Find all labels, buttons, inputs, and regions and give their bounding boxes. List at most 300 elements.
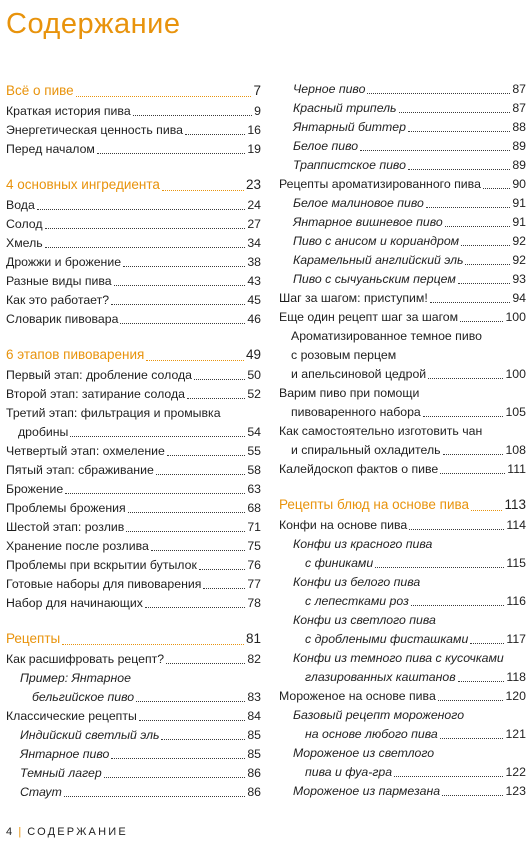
- toc-entry[interactable]: [6, 140, 261, 159]
- toc-entry-title: Конфи из белого пива: [293, 575, 421, 589]
- section-title: Всё о пиве: [6, 83, 74, 98]
- page-number: 81: [245, 631, 261, 646]
- toc-entry-title: Белое пиво: [293, 139, 359, 153]
- toc-entry-row: [6, 480, 261, 499]
- toc-entry-row: [279, 175, 526, 194]
- dot-leader: [409, 529, 504, 530]
- page-number: 115: [506, 556, 526, 570]
- page-number: 114: [506, 518, 526, 532]
- page-number: 93: [512, 272, 526, 286]
- toc-entry-continuation: с лепестками роз: [305, 594, 409, 608]
- toc-entry-title: Проблемы при вскрытии бутылок: [6, 558, 197, 572]
- page-number: 92: [512, 234, 526, 248]
- section-title: Рецепты блюд на основе пива: [279, 497, 470, 512]
- dot-leader: [423, 416, 504, 417]
- page-number: 50: [247, 368, 261, 382]
- section-gap: [6, 329, 261, 344]
- toc-entry-row: [279, 668, 526, 687]
- dot-leader: [70, 436, 245, 437]
- toc-entry-row: [6, 442, 261, 461]
- dot-leader: [399, 112, 511, 113]
- page-number: 86: [247, 785, 261, 799]
- page-number: 78: [247, 596, 261, 610]
- toc-section[interactable]: [6, 80, 261, 102]
- toc-entry-row: [279, 630, 526, 649]
- page-number: 100: [505, 310, 526, 324]
- running-header: СОДЕРЖАНИЕ: [27, 826, 128, 838]
- toc-entry[interactable]: [6, 442, 261, 461]
- toc-entry-continuation: глазированных каштанов: [305, 670, 456, 684]
- dot-leader: [104, 777, 246, 778]
- toc-entry-title: Вода: [6, 198, 35, 212]
- toc-entry-title: Шестой этап: розлив: [6, 520, 125, 534]
- toc-entry[interactable]: [279, 744, 526, 782]
- toc-entry[interactable]: [6, 291, 261, 310]
- toc-entry[interactable]: [6, 461, 261, 480]
- dot-leader: [37, 209, 246, 210]
- toc-entry[interactable]: [6, 518, 261, 537]
- dot-leader: [145, 607, 245, 608]
- page-number: 63: [247, 482, 261, 496]
- toc-entry-title: Как самостоятельно изготовить чан: [279, 424, 483, 438]
- toc-entry-line: Ароматизированное темное пиво: [291, 329, 482, 343]
- toc-entry-row: [6, 174, 261, 196]
- toc-entry-title: Белое малиновое пиво: [293, 196, 424, 210]
- page-number: 9: [254, 104, 261, 118]
- dot-leader: [97, 153, 245, 154]
- dot-leader: [194, 379, 245, 380]
- toc-section[interactable]: [279, 494, 526, 516]
- section-gap: [279, 479, 526, 494]
- toc-entry-title: Мороженое из светлого: [293, 746, 435, 760]
- dot-leader: [166, 663, 245, 664]
- dot-leader: [139, 720, 246, 721]
- page-number: 122: [505, 765, 526, 779]
- toc-entry[interactable]: [279, 422, 526, 460]
- dot-leader: [151, 550, 245, 551]
- toc-entry[interactable]: [279, 516, 526, 535]
- toc-entry[interactable]: [6, 764, 261, 783]
- page-number: 113: [504, 497, 526, 512]
- toc-entry-title: Как это работает?: [6, 293, 110, 307]
- toc-entry[interactable]: [279, 213, 526, 232]
- toc-entry-row: [6, 650, 261, 669]
- page-number: 85: [247, 728, 261, 742]
- toc-entry[interactable]: [6, 499, 261, 518]
- dot-leader: [440, 738, 504, 739]
- page-number: 24: [247, 198, 261, 212]
- toc-entry-row: [6, 140, 261, 159]
- page-number: 71: [247, 520, 261, 534]
- toc-entry[interactable]: [6, 385, 261, 404]
- dot-leader: [111, 758, 245, 759]
- toc-entry-row: [6, 253, 261, 272]
- page-number: 120: [505, 689, 526, 703]
- page-number: 123: [505, 784, 526, 798]
- toc-entry[interactable]: [279, 289, 526, 308]
- toc-entry-title: Индийский светлый эль: [20, 728, 160, 742]
- toc-entry[interactable]: [279, 611, 526, 649]
- toc-entry[interactable]: [279, 308, 526, 327]
- toc-entry-row: [279, 592, 526, 611]
- page-number: 7: [253, 83, 261, 98]
- toc-entry-continuation: с дроблеными фисташками: [305, 632, 469, 646]
- toc-entry-continuation: на основе любого пива: [305, 727, 438, 741]
- page-number: 38: [247, 255, 261, 269]
- toc-entry-title: Темный лагер: [20, 766, 102, 780]
- section-gap: [6, 159, 261, 174]
- toc-entry[interactable]: [6, 366, 261, 385]
- dot-leader: [375, 567, 504, 568]
- toc-entry-title: Варим пиво при помощи: [279, 386, 420, 400]
- toc-entry-title: Первый этап: дробление солода: [6, 368, 193, 382]
- toc-entry[interactable]: [279, 270, 526, 289]
- toc-entry-title: Солод: [6, 217, 43, 231]
- page-number: 4: [6, 826, 15, 838]
- page-number: 43: [247, 274, 261, 288]
- toc-entry[interactable]: [279, 706, 526, 744]
- page-number: 16: [247, 123, 261, 137]
- toc-entry[interactable]: [6, 745, 261, 764]
- toc-section[interactable]: [6, 344, 261, 366]
- toc-entry[interactable]: [279, 649, 526, 687]
- section-title: Рецепты: [6, 631, 61, 646]
- toc-entry[interactable]: [6, 707, 261, 726]
- toc-entry-title: Конфи на основе пива: [279, 518, 408, 532]
- toc-entry-title: Шаг за шагом: приступим!: [279, 291, 428, 305]
- dot-leader: [465, 264, 510, 265]
- toc-entry[interactable]: [279, 327, 526, 384]
- page-number: 75: [247, 539, 261, 553]
- dot-leader: [114, 285, 246, 286]
- dot-leader: [62, 644, 244, 645]
- toc-entry[interactable]: [6, 480, 261, 499]
- toc-entry-row: [279, 782, 526, 801]
- toc-entry-row: [279, 725, 526, 744]
- toc-entry-title: Траппистское пиво: [293, 158, 406, 172]
- section-title: 6 этапов пивоварения: [6, 347, 145, 362]
- toc-entry-row: [6, 707, 261, 726]
- page-number: 84: [247, 709, 261, 723]
- toc-entry-row: [6, 423, 261, 442]
- toc-entry[interactable]: [6, 234, 261, 253]
- toc-entry-row: [279, 156, 526, 175]
- dot-leader: [426, 207, 511, 208]
- toc-entry[interactable]: [6, 594, 261, 613]
- dot-leader: [408, 131, 510, 132]
- toc-entry-title: Проблемы брожения: [6, 501, 126, 515]
- toc-entry-title: Как расшифровать рецепт?: [6, 652, 165, 666]
- toc-entry-row: [279, 308, 526, 327]
- toc-entry[interactable]: [279, 782, 526, 801]
- toc-entry-title: Карамельный английский эль: [293, 253, 464, 267]
- toc-entry[interactable]: [279, 573, 526, 611]
- toc-entry-title: Готовые наборы для пивоварения: [6, 577, 202, 591]
- toc-entry-title: Конфи из светлого пива: [293, 613, 436, 627]
- toc-entry-row: [6, 594, 261, 613]
- toc-entry-row: [6, 102, 261, 121]
- dot-leader: [461, 245, 510, 246]
- footer-divider: |: [18, 826, 22, 838]
- dot-leader: [442, 795, 503, 796]
- toc-entry[interactable]: [6, 726, 261, 745]
- toc-entry-title: Словарик пивовара: [6, 312, 119, 326]
- page-footer: [6, 826, 128, 838]
- toc-entry-title: Пиво с сычуаньским перцем: [293, 272, 456, 286]
- page-number: 121: [505, 727, 526, 741]
- toc-entry[interactable]: [6, 404, 261, 442]
- toc-entry[interactable]: [279, 687, 526, 706]
- dot-leader: [460, 321, 503, 322]
- toc-entry[interactable]: [279, 251, 526, 270]
- dot-leader: [167, 455, 245, 456]
- dot-leader: [443, 454, 504, 455]
- toc-entry-title: Классические рецепты: [6, 709, 137, 723]
- toc-entry-title: Хмель: [6, 236, 43, 250]
- toc-entry[interactable]: [279, 118, 526, 137]
- toc-left-column: [6, 80, 261, 802]
- toc-entry-row: [279, 554, 526, 573]
- toc-entry-title: Четвертый этап: охмеление: [6, 444, 165, 458]
- page-number: 108: [505, 443, 526, 457]
- toc-entry-title: Конфи из темного пива с кусочками: [293, 651, 504, 665]
- toc-entry[interactable]: [6, 253, 261, 272]
- dot-leader: [45, 228, 246, 229]
- toc-entry[interactable]: [279, 137, 526, 156]
- toc-entry[interactable]: [279, 460, 526, 479]
- page-number: 117: [506, 632, 526, 646]
- toc-entry-row: [279, 687, 526, 706]
- toc-entry-row: [6, 366, 261, 385]
- toc-section[interactable]: [6, 174, 261, 196]
- dot-leader: [133, 115, 252, 116]
- toc-entry[interactable]: [279, 384, 526, 422]
- page-number: 90: [512, 177, 526, 191]
- page-number: 89: [512, 158, 526, 172]
- page-number: 91: [512, 215, 526, 229]
- toc-entry-continuation: дробины: [18, 425, 69, 439]
- toc-right-column: [279, 80, 526, 801]
- page-number: 49: [245, 347, 261, 362]
- dot-leader: [185, 134, 245, 135]
- toc-entry-row: [6, 783, 261, 802]
- toc-entry-row: [6, 272, 261, 291]
- toc-entry[interactable]: [6, 196, 261, 215]
- page-title: Содержание: [6, 8, 181, 40]
- dot-leader: [111, 304, 245, 305]
- toc-entry[interactable]: [279, 194, 526, 213]
- page-number: 83: [247, 690, 261, 704]
- toc-entry-title: Пятый этап: сбраживание: [6, 463, 154, 477]
- toc-entry[interactable]: [279, 232, 526, 251]
- toc-entry-row: [6, 518, 261, 537]
- toc-entry-row: [6, 556, 261, 575]
- toc-entry-title: Янтарное пиво: [20, 747, 110, 761]
- toc-entry-row: [279, 251, 526, 270]
- toc-entry-row: [6, 310, 261, 329]
- toc-entry[interactable]: [6, 215, 261, 234]
- page-number: 85: [247, 747, 261, 761]
- toc-entry[interactable]: [6, 650, 261, 669]
- toc-entry-row: [279, 194, 526, 213]
- dot-leader: [428, 378, 503, 379]
- dot-leader: [199, 569, 245, 570]
- toc-entry[interactable]: [6, 310, 261, 329]
- dot-leader: [120, 323, 245, 324]
- toc-entry-title: Янтарный биттер: [293, 120, 406, 134]
- toc-entry-row: [279, 460, 526, 479]
- toc-entry-continuation: с финиками: [305, 556, 374, 570]
- dot-leader: [128, 512, 246, 513]
- toc-entry-title: Конфи из красного пива: [293, 537, 433, 551]
- toc-entry-row: [6, 461, 261, 480]
- toc-entry[interactable]: [6, 556, 261, 575]
- toc-entry-row: [6, 385, 261, 404]
- dot-leader: [126, 531, 245, 532]
- toc-entry-continuation: пивоваренного набора: [291, 405, 421, 419]
- page-number: 94: [512, 291, 526, 305]
- dot-leader: [483, 188, 510, 189]
- toc-entry[interactable]: [6, 121, 261, 140]
- dot-leader: [438, 700, 504, 701]
- toc-entry[interactable]: [279, 156, 526, 175]
- page-number: 23: [245, 177, 261, 192]
- toc-entry[interactable]: [6, 669, 261, 707]
- dot-leader: [187, 398, 245, 399]
- toc-entry-row: [279, 118, 526, 137]
- toc-entry-continuation: пива и фуа-гра: [305, 765, 393, 779]
- dot-leader: [367, 93, 510, 94]
- toc-entry-title: Пример: Янтарное: [20, 671, 131, 685]
- page-number: 76: [247, 558, 261, 572]
- toc-entry-row: [6, 688, 261, 707]
- toc-entry-title: Перед началом: [6, 142, 95, 156]
- toc-entry-row: [6, 215, 261, 234]
- dot-leader: [440, 473, 505, 474]
- page-number: 105: [505, 405, 526, 419]
- section-title: 4 основных ингредиента: [6, 177, 160, 192]
- toc-entry[interactable]: [6, 575, 261, 594]
- toc-entry-title: Рецепты ароматизированного пива: [279, 177, 481, 191]
- dot-leader: [123, 266, 245, 267]
- toc-entry[interactable]: [6, 272, 261, 291]
- toc-entry[interactable]: [279, 99, 526, 118]
- toc-entry-title: Энергетическая ценность пива: [6, 123, 183, 137]
- toc-entry[interactable]: [6, 102, 261, 121]
- toc-entry-title: Стаут: [20, 785, 62, 799]
- toc-entry-row: [6, 575, 261, 594]
- toc-entry-title: Красный трипель: [293, 101, 397, 115]
- page-number: 87: [512, 82, 526, 96]
- dot-leader: [430, 302, 511, 303]
- dot-leader: [458, 681, 505, 682]
- dot-leader: [411, 605, 505, 606]
- toc-entry-title: Янтарное вишневое пиво: [293, 215, 443, 229]
- toc-entry[interactable]: [279, 175, 526, 194]
- toc-entry[interactable]: [6, 783, 261, 802]
- toc-entry-title: Черное пиво: [293, 82, 366, 96]
- toc-entry-title: Калейдоскоп фактов о пиве: [279, 462, 439, 476]
- page-number: 55: [247, 444, 261, 458]
- page-number: 82: [247, 652, 261, 666]
- dot-leader: [408, 169, 510, 170]
- toc-entry-row: [279, 516, 526, 535]
- toc-entry-title: Базовый рецепт мороженого: [293, 708, 465, 722]
- toc-entry-row: [6, 291, 261, 310]
- dot-leader: [161, 739, 245, 740]
- toc-entry-row: [6, 344, 261, 366]
- toc-entry-row: [279, 763, 526, 782]
- dot-leader: [445, 226, 511, 227]
- toc-entry-title: Разные виды пива: [6, 274, 112, 288]
- toc-entry-row: [279, 270, 526, 289]
- toc-entry-title: Хранение после розлива: [6, 539, 149, 553]
- toc-entry-row: [279, 289, 526, 308]
- page-number: 118: [506, 670, 526, 684]
- dot-leader: [136, 701, 245, 702]
- dot-leader: [470, 643, 504, 644]
- toc-entry-row: [279, 232, 526, 251]
- toc-entry-row: [6, 196, 261, 215]
- toc-entry-title: Второй этап: затирание солода: [6, 387, 185, 401]
- toc-entry[interactable]: [279, 80, 526, 99]
- page-number: 34: [247, 236, 261, 250]
- toc-entry-title: Краткая история пива: [6, 104, 131, 118]
- toc-entry-title: Третий этап: фильтрация и промывка: [6, 406, 221, 420]
- dot-leader: [64, 796, 246, 797]
- dot-leader: [156, 474, 246, 475]
- toc-entry-row: [279, 137, 526, 156]
- dot-leader: [360, 150, 510, 151]
- dot-leader: [162, 190, 244, 191]
- toc-entry-title: Брожение: [6, 482, 64, 496]
- toc-entry[interactable]: [279, 535, 526, 573]
- dot-leader: [203, 588, 245, 589]
- toc-section[interactable]: [6, 628, 261, 650]
- dot-leader: [65, 493, 245, 494]
- toc-entry-continuation: и спиральный охладитель: [291, 443, 441, 457]
- toc-entry-title: Пиво с анисом и кориандром: [293, 234, 460, 248]
- toc-entry-row: [6, 628, 261, 650]
- toc-entry-row: [279, 494, 526, 516]
- page-number: 46: [247, 312, 261, 326]
- toc-entry-title: Дрожжи и брожение: [6, 255, 122, 269]
- toc-entry-continuation: бельгийское пиво: [32, 690, 135, 704]
- page-number: 92: [512, 253, 526, 267]
- toc-entry-row: [279, 441, 526, 460]
- toc-entry-title: Набор для начинающих: [6, 596, 143, 610]
- page-number: 116: [506, 594, 526, 608]
- toc-entry-row: [6, 121, 261, 140]
- toc-entry-line: с розовым перцем: [291, 348, 397, 362]
- page-number: 58: [247, 463, 261, 477]
- page-number: 111: [507, 462, 526, 476]
- dot-leader: [471, 510, 502, 511]
- toc-entry-row: [279, 403, 526, 422]
- toc-entry-row: [6, 726, 261, 745]
- page-number: 27: [247, 217, 261, 231]
- page-number: 87: [512, 101, 526, 115]
- page-number: 88: [512, 120, 526, 134]
- toc-entry-title: Еще один рецепт шаг за шагом: [279, 310, 459, 324]
- toc-entry[interactable]: [6, 537, 261, 556]
- dot-leader: [394, 776, 503, 777]
- toc-entry-row: [6, 499, 261, 518]
- toc-entry-row: [279, 99, 526, 118]
- toc-entry-title: Мороженое на основе пива: [279, 689, 436, 703]
- toc-entry-row: [6, 764, 261, 783]
- toc-entry-title: Мороженое из пармезана: [293, 784, 441, 798]
